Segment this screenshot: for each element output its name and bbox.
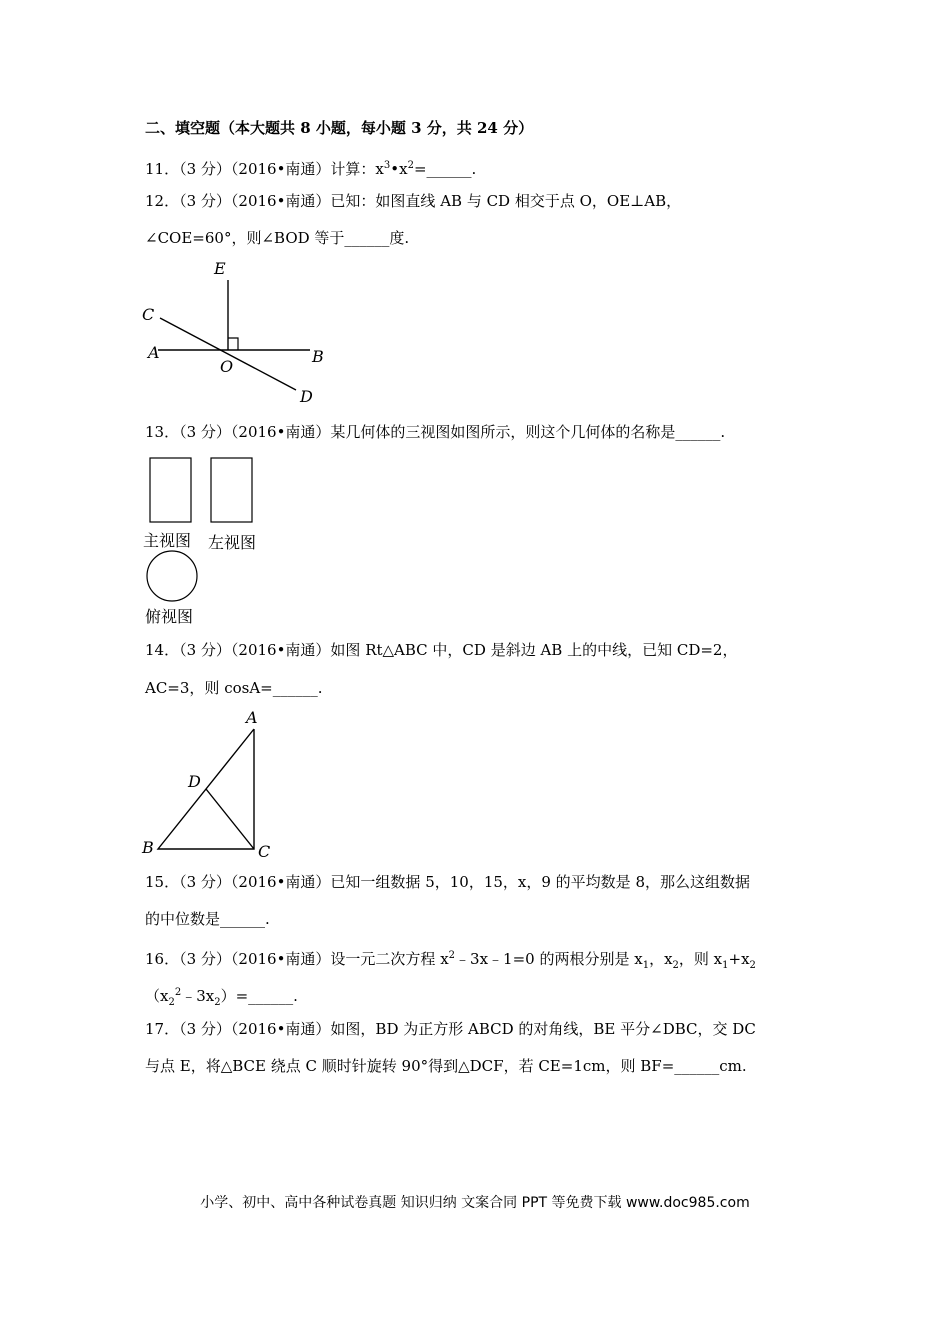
label-d: D: [300, 387, 313, 406]
question-16-line2: $(x_2^2﹣3x_2)=\_\_\_\_\_\_$.: [145, 987, 298, 1008]
label-d: D: [188, 772, 201, 791]
figure-12-lines: [138, 258, 338, 408]
label-a: A: [148, 343, 160, 362]
median-cd: [206, 789, 254, 849]
label-o: O: [220, 357, 234, 376]
label-b: B: [312, 347, 324, 366]
question-11: 11．（3 分）（2016•南通）计算：$x^3•x^2=\_\_\_\_\_\_$.: [145, 160, 477, 178]
top-view-circle: [147, 551, 197, 601]
section-heading: 二、填空题（本大题共 8 小题，每小题 3 分，共 24 分）: [145, 119, 534, 137]
footer-text: 小学、初中、高中各种试卷真题 知识归纳 文案合同 PPT 等免费下载 www.doc985.com: [200, 1195, 750, 1211]
question-14-line2: AC=3，则 cosA=______.: [145, 679, 323, 697]
question-17-line1: 17．（3 分）（2016•南通）如图，BD 为正方形 ABCD 的对角线，BE 平分∠DBC，交 DC: [145, 1020, 756, 1038]
front-view-rect: [150, 458, 191, 522]
question-14-line1: 14．（3 分）（2016•南通）如图 Rt△ABC 中，CD 是斜边 AB 上的中线，已知 CD=2，: [145, 641, 738, 659]
label-a: A: [246, 708, 258, 727]
label-b: B: [142, 838, 154, 857]
figure-14-triangle: [138, 705, 278, 860]
front-view-label: 主视图: [143, 531, 192, 550]
top-view-label: 俯视图: [145, 607, 194, 626]
question-12-line2: ∠COE=60°，则∠BOD 等于______度.: [145, 229, 410, 247]
left-view-label: 左视图: [208, 533, 257, 552]
left-view-rect: [211, 458, 252, 522]
question-17-line2: 与点 E，将△BCE 绕点 C 顺时针旋转 90°得到△DCF，若 CE=1cm，则 BF=______cm.: [145, 1057, 747, 1075]
question-15-line2: 的中位数是______.: [145, 910, 270, 928]
question-12-line1: 12．（3 分）（2016•南通）已知：如图直线 AB 与 CD 相交于点 O，OE⊥AB，: [145, 192, 682, 210]
figure-13-top-row: [140, 452, 270, 532]
question-16-line1: 16．（3 分）（2016•南通）设一元二次方程 $x^2﹣3x﹣1=0$ 的两根分别是 $x_1$，$x_2$，则 $x_1+x_2$: [145, 950, 756, 971]
label-c: C: [258, 842, 271, 860]
label-c: C: [142, 305, 155, 324]
question-15-line1: 15．（3 分）（2016•南通）已知一组数据 5，10，15，x，9 的平均数是 8，那么这组数据: [145, 873, 750, 891]
figure-13-top-view: [140, 546, 206, 606]
label-e: E: [214, 259, 226, 278]
right-angle-mark: [228, 338, 238, 350]
question-13: 13．（3 分）（2016•南通）某几何体的三视图如图所示，则这个几何体的名称是______.: [145, 423, 726, 441]
